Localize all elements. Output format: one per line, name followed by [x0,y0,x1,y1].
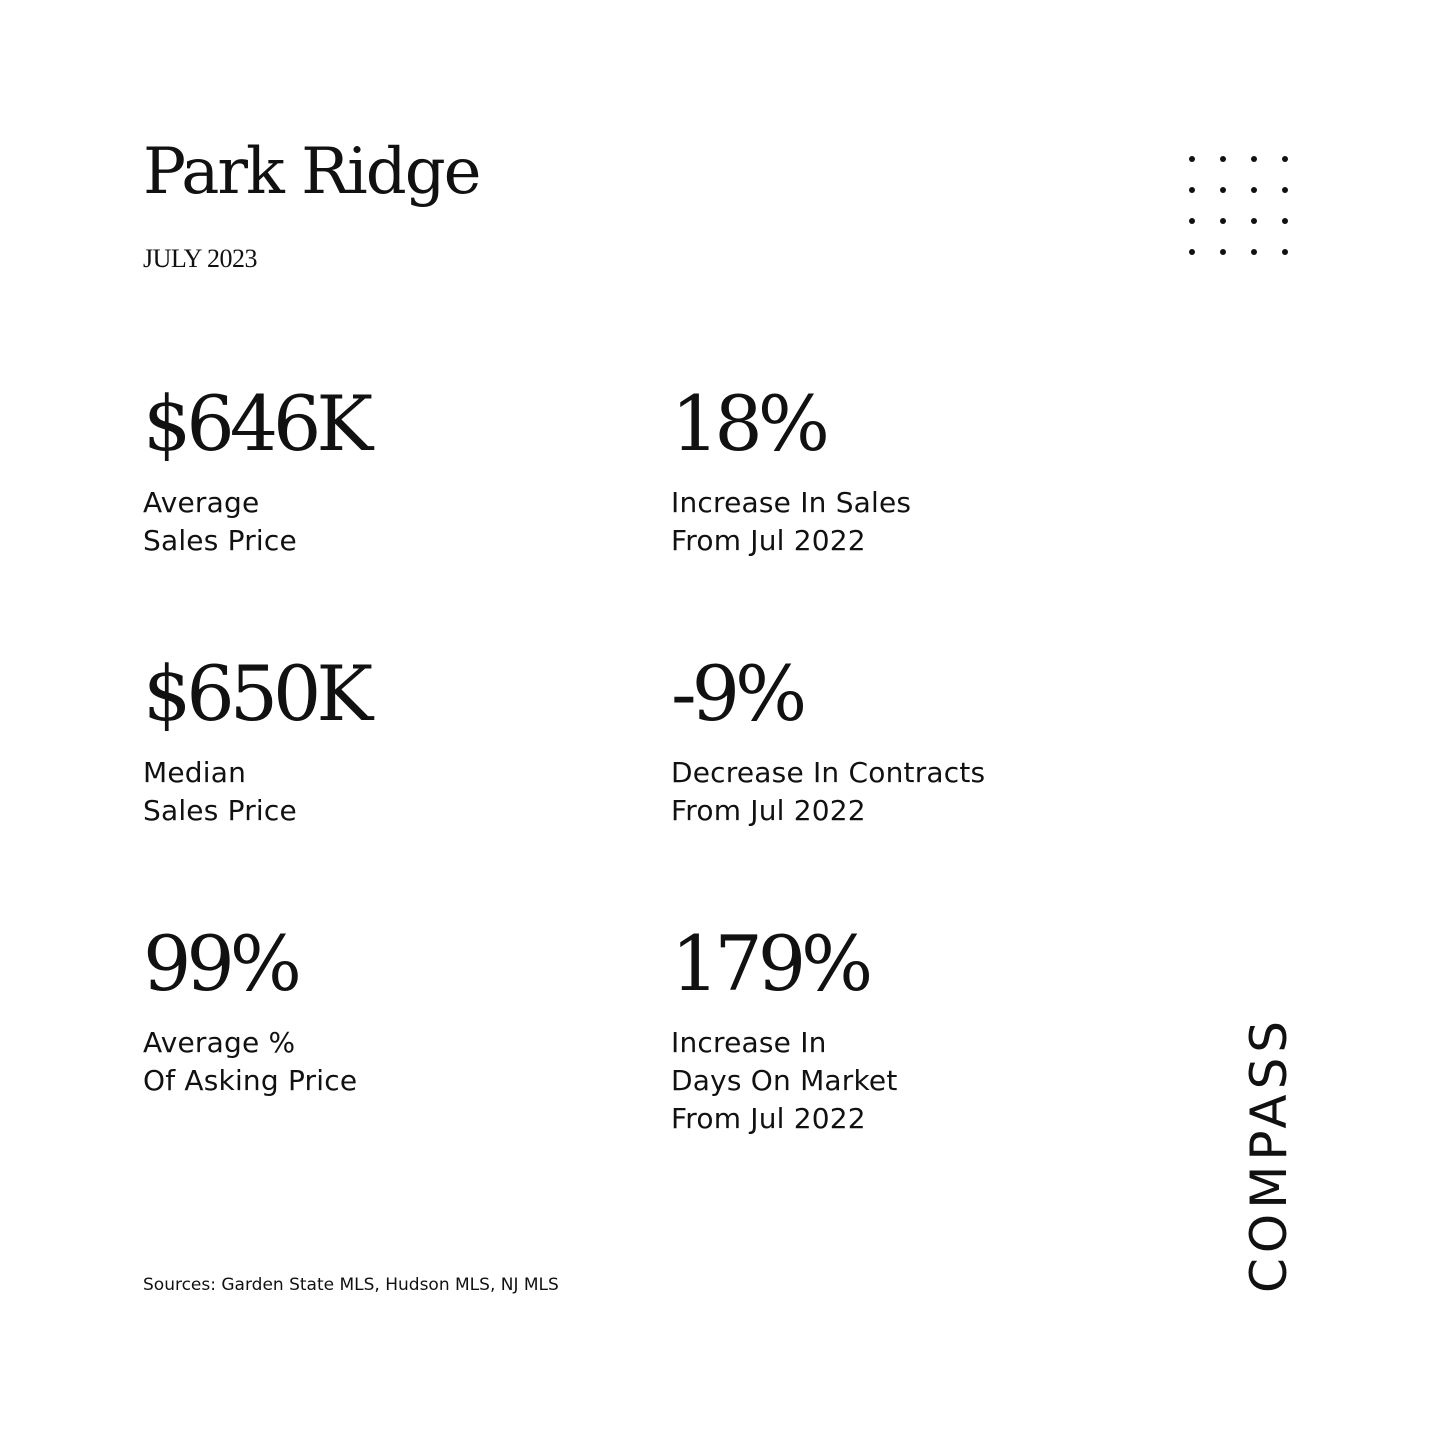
stat-label [143,1024,583,1100]
page-title: Park Ridge [143,135,480,209]
stat-increase-in-sales [671,379,1111,560]
stat-label-line: Increase In [671,1026,827,1059]
stat-label-line: Median [143,756,247,789]
stat-median-sales-price [143,649,583,830]
stat-label-line: Average [143,486,260,519]
sources-footnote: Sources: Garden State MLS, Hudson MLS, NJ MLS [143,1275,559,1295]
stat-label-line: From Jul 2022 [671,794,866,827]
stat-label-line: Average % [143,1026,296,1059]
stat-increase-in-days-on-market [671,919,1111,1138]
stat-value: 99% [143,919,297,1008]
stat-label-line: Days On Market [671,1064,898,1097]
stat-decrease-in-contracts [671,649,1111,830]
stat-label [671,754,1111,830]
stat-label-line: Decrease In Contracts [671,756,986,789]
stat-label-line: From Jul 2022 [671,524,866,557]
page-subtitle-date: JULY 2023 [143,244,257,273]
stat-label [143,484,583,560]
stat-label-line: Sales Price [143,794,297,827]
stat-average-percent-of-asking [143,919,583,1100]
stat-value: -9% [671,649,803,738]
stat-label [671,1024,1111,1138]
stat-label-line: Increase In Sales [671,486,912,519]
stat-value: $650K [143,649,369,738]
stat-value: 179% [671,919,869,1008]
stat-label-line: From Jul 2022 [671,1102,866,1135]
logo-wordmark: COMPASS [1240,1015,1298,1293]
compass-logo [1240,955,1298,1295]
stat-value: $646K [143,379,369,468]
stat-label-line: Sales Price [143,524,297,557]
stat-average-sales-price [143,379,583,560]
dot-grid-icon [1176,143,1300,267]
stat-label-line: Of Asking Price [143,1064,358,1097]
stat-label [671,484,1111,560]
stat-label [143,754,583,830]
stat-value: 18% [671,379,825,468]
